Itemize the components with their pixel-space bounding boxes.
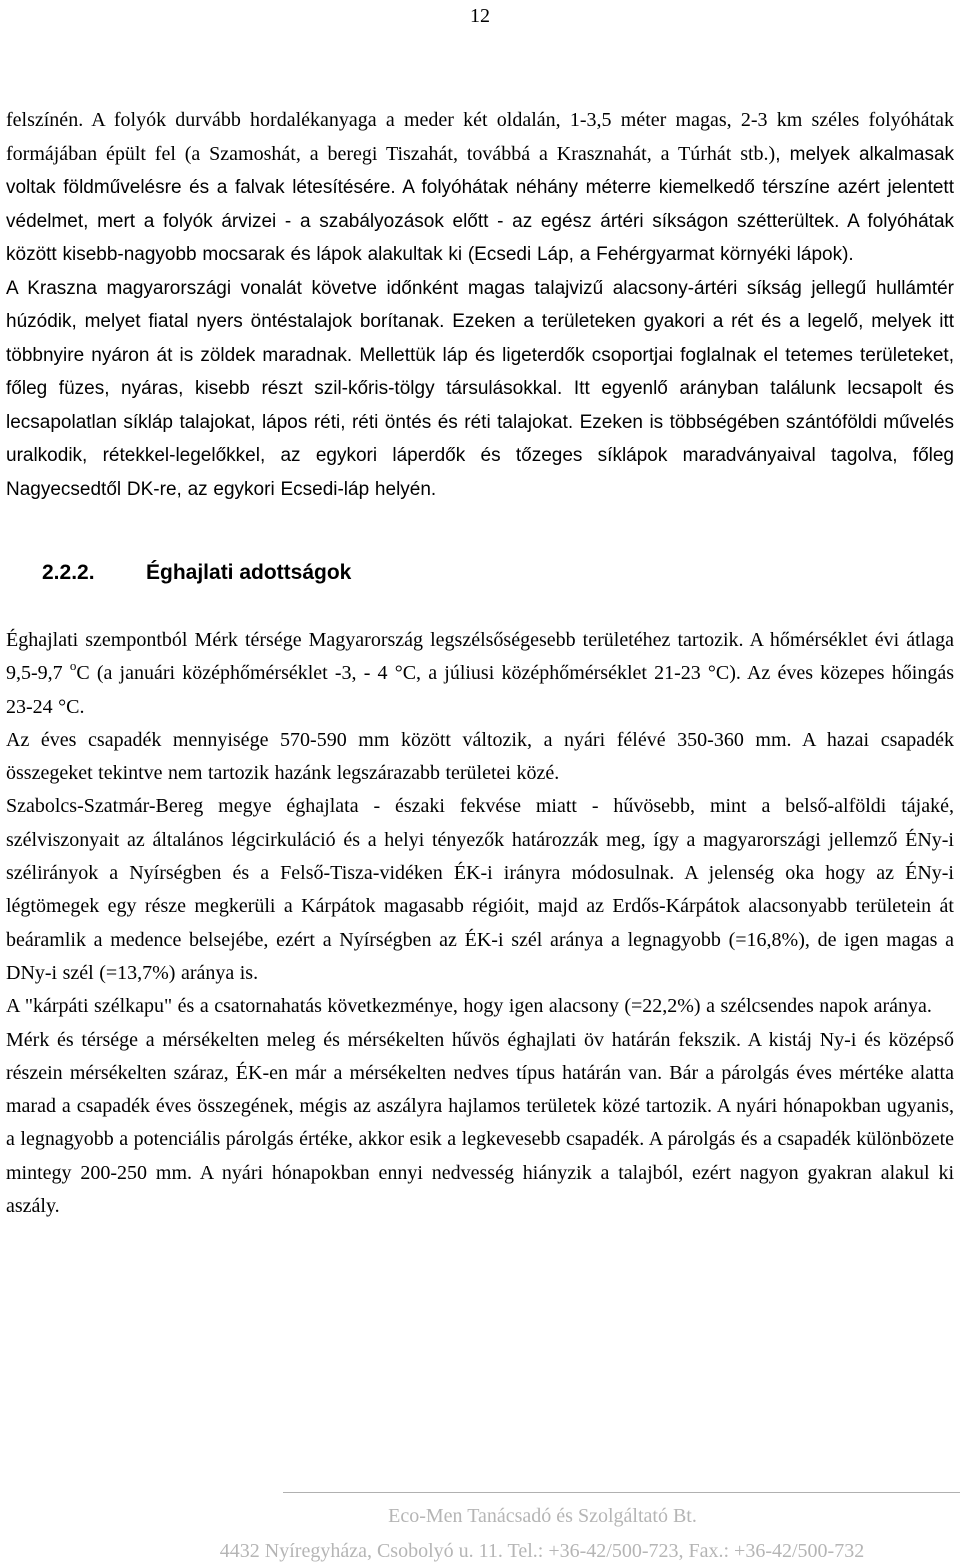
paragraph-temperature — [6, 624, 954, 724]
climate-section — [6, 624, 954, 1223]
paragraph-river-ridges — [6, 104, 954, 272]
text-run: Itt egyenlő arányban találunk lecsapolt és lecsapolatlan síkláp talajokat, lápos réti, réti öntés és réti talajokat. — [6, 378, 954, 433]
footer-address: 4432 Nyíregyháza, Csobolyó u. 11. Tel.: +36-42/500-723, Fax.: +36-42/500-732 — [219, 1540, 865, 1562]
paragraph-kraszna — [6, 272, 954, 507]
section-number: 2.2.2. — [42, 561, 95, 584]
paragraph-precipitation: Az éves csapadék mennyisége 570-590 mm között változik, a nyári félévé 350-360 mm. A hazai csapadék összegeket tekintve nem tartozik hazánk legszárazabb területei közé. — [6, 728, 954, 785]
section-title: Éghajlati adottságok — [146, 561, 352, 584]
paragraph-wind: Szabolcs-Szatmár-Bereg megye éghajlata - északi fekvése miatt - hűvösebb, mint a belső-alföldi tájaké, szélviszonyait az általános légcirkuláció és a helyi tényezők határozzák meg, így a magyarországi jellemző ÉNy-i szélirányok a Nyírségben és a Felső-Tisza-vidéken ÉK-i irányra módosulnak. A jelenség oka hogy az ÉNy-i légtömegek egy része megkerüli a Kárpátok magasabb régióit, majd az Erdős-Kárpátok alacsonyabb területein át beáramlik a medence belsejébe, ezért a Nyírségben az ÉK-i szél aránya a legnagyobb (=16,8%), de igen magas a DNy-i szél (=13,7%) aránya is. — [6, 795, 954, 984]
text-run: Mellettük láp és ligeterdők csoportjai foglalnak el tetemes területeket, főleg füzes, nyáras, kisebb részt szil-kőris-tölgy társulásokkal. — [6, 344, 954, 399]
text-run: felszínén. A folyók durvább hordalékanyaga a meder két oldalán, 1-3,5 méter magas, 2-3 km széles folyóhátak formájában épült fel (a Szamoshát, a beregi Tiszahát, továbbá a Krasznahát, a Túrhát stb.) — [6, 109, 954, 165]
document-body — [6, 104, 954, 1223]
footer-company: Eco-Men Tanácsadó és Szolgáltató Bt. — [388, 1505, 697, 1527]
text-run: A folyóhátak között kisebb-nagyobb mocsarak és lápok alakultak ki (Ecsedi Láp, a Fehérgyarmat környéki lápok). — [6, 210, 955, 265]
paragraph-wind-gap: A "kárpáti szélkapu" és a csatornahatás következménye, hogy igen alacsony (=22,2%) a szélcsendes napok aránya. — [6, 995, 932, 1018]
text-run: C (a januári középhőmérséklet -3, - 4 °C, a júliusi középhőmérséklet 21-23 °C). Az éves közepes hőingás 23-24 °C. — [6, 662, 954, 718]
text-run: A Kraszna magyarországi vonalát követve időnként magas talajvizű alacsony-ártéri síkság jellegű hullámtér húzódik, melyet fiatal nyers öntéstalajok borítanak. — [6, 277, 954, 332]
text-run: A folyóhátak néhány méterre kiemelkedő térszíne azért jelentett védelmet, mert a folyók árvizei - a szabályozások előtt - az egész ártéri síkságon szétterültek. — [6, 177, 954, 232]
text-run: Ezeken a területeken gyakori a rét és a legelő, melyek itt többnyire nyáron át is zöldek maradnak. — [6, 311, 954, 366]
superscript-degree: o — [69, 657, 77, 673]
section-heading — [6, 558, 954, 588]
paragraph-climate-zone: Mérk és térsége a mérsékelten meleg és mérsékelten hűvös éghajlati öv határán fekszik. A kistáj Ny-i és középső részein mérsékelten száraz, ÉK-en már a mérsékelten nedves típus határán van. Bár a párolgás éves mértéke alatta marad a csapadék éves összegének, mégis az aszályra hajlamos területek közé tartozik. A nyári hónapokban ugyanis, a legnagyobb a potenciális párolgás értéke, akkor esik a legkevesebb csapadék. A párolgás és a csapadék különbözete mintegy 200-250 mm. A nyári hónapokban ennyi nedvesség hiányzik a talajból, ezért nagyon gyakran alakul ki aszály. — [6, 1028, 954, 1218]
page-number: 12 — [470, 5, 490, 27]
text-run: , melyek alkalmasak voltak földművelésre és a falvak létesítésére. — [6, 143, 955, 198]
text-run: Ezeken is többségében szántóföldi művelés uralkodik, rétekkel-legelőkkel, az egykori láperdők és tőzeges síklápok maradványaival tagolva, főleg Nagyecsedtől DK-re, az egykori Ecsedi-láp helyén. — [6, 411, 955, 500]
text-run: Éghajlati szempontból Mérk térsége Magyarország legszélsőségesebb területéhez tartozik. A hőmérséklet évi átlaga 9,5-9,7 — [6, 629, 954, 685]
footer-divider — [283, 1492, 960, 1493]
